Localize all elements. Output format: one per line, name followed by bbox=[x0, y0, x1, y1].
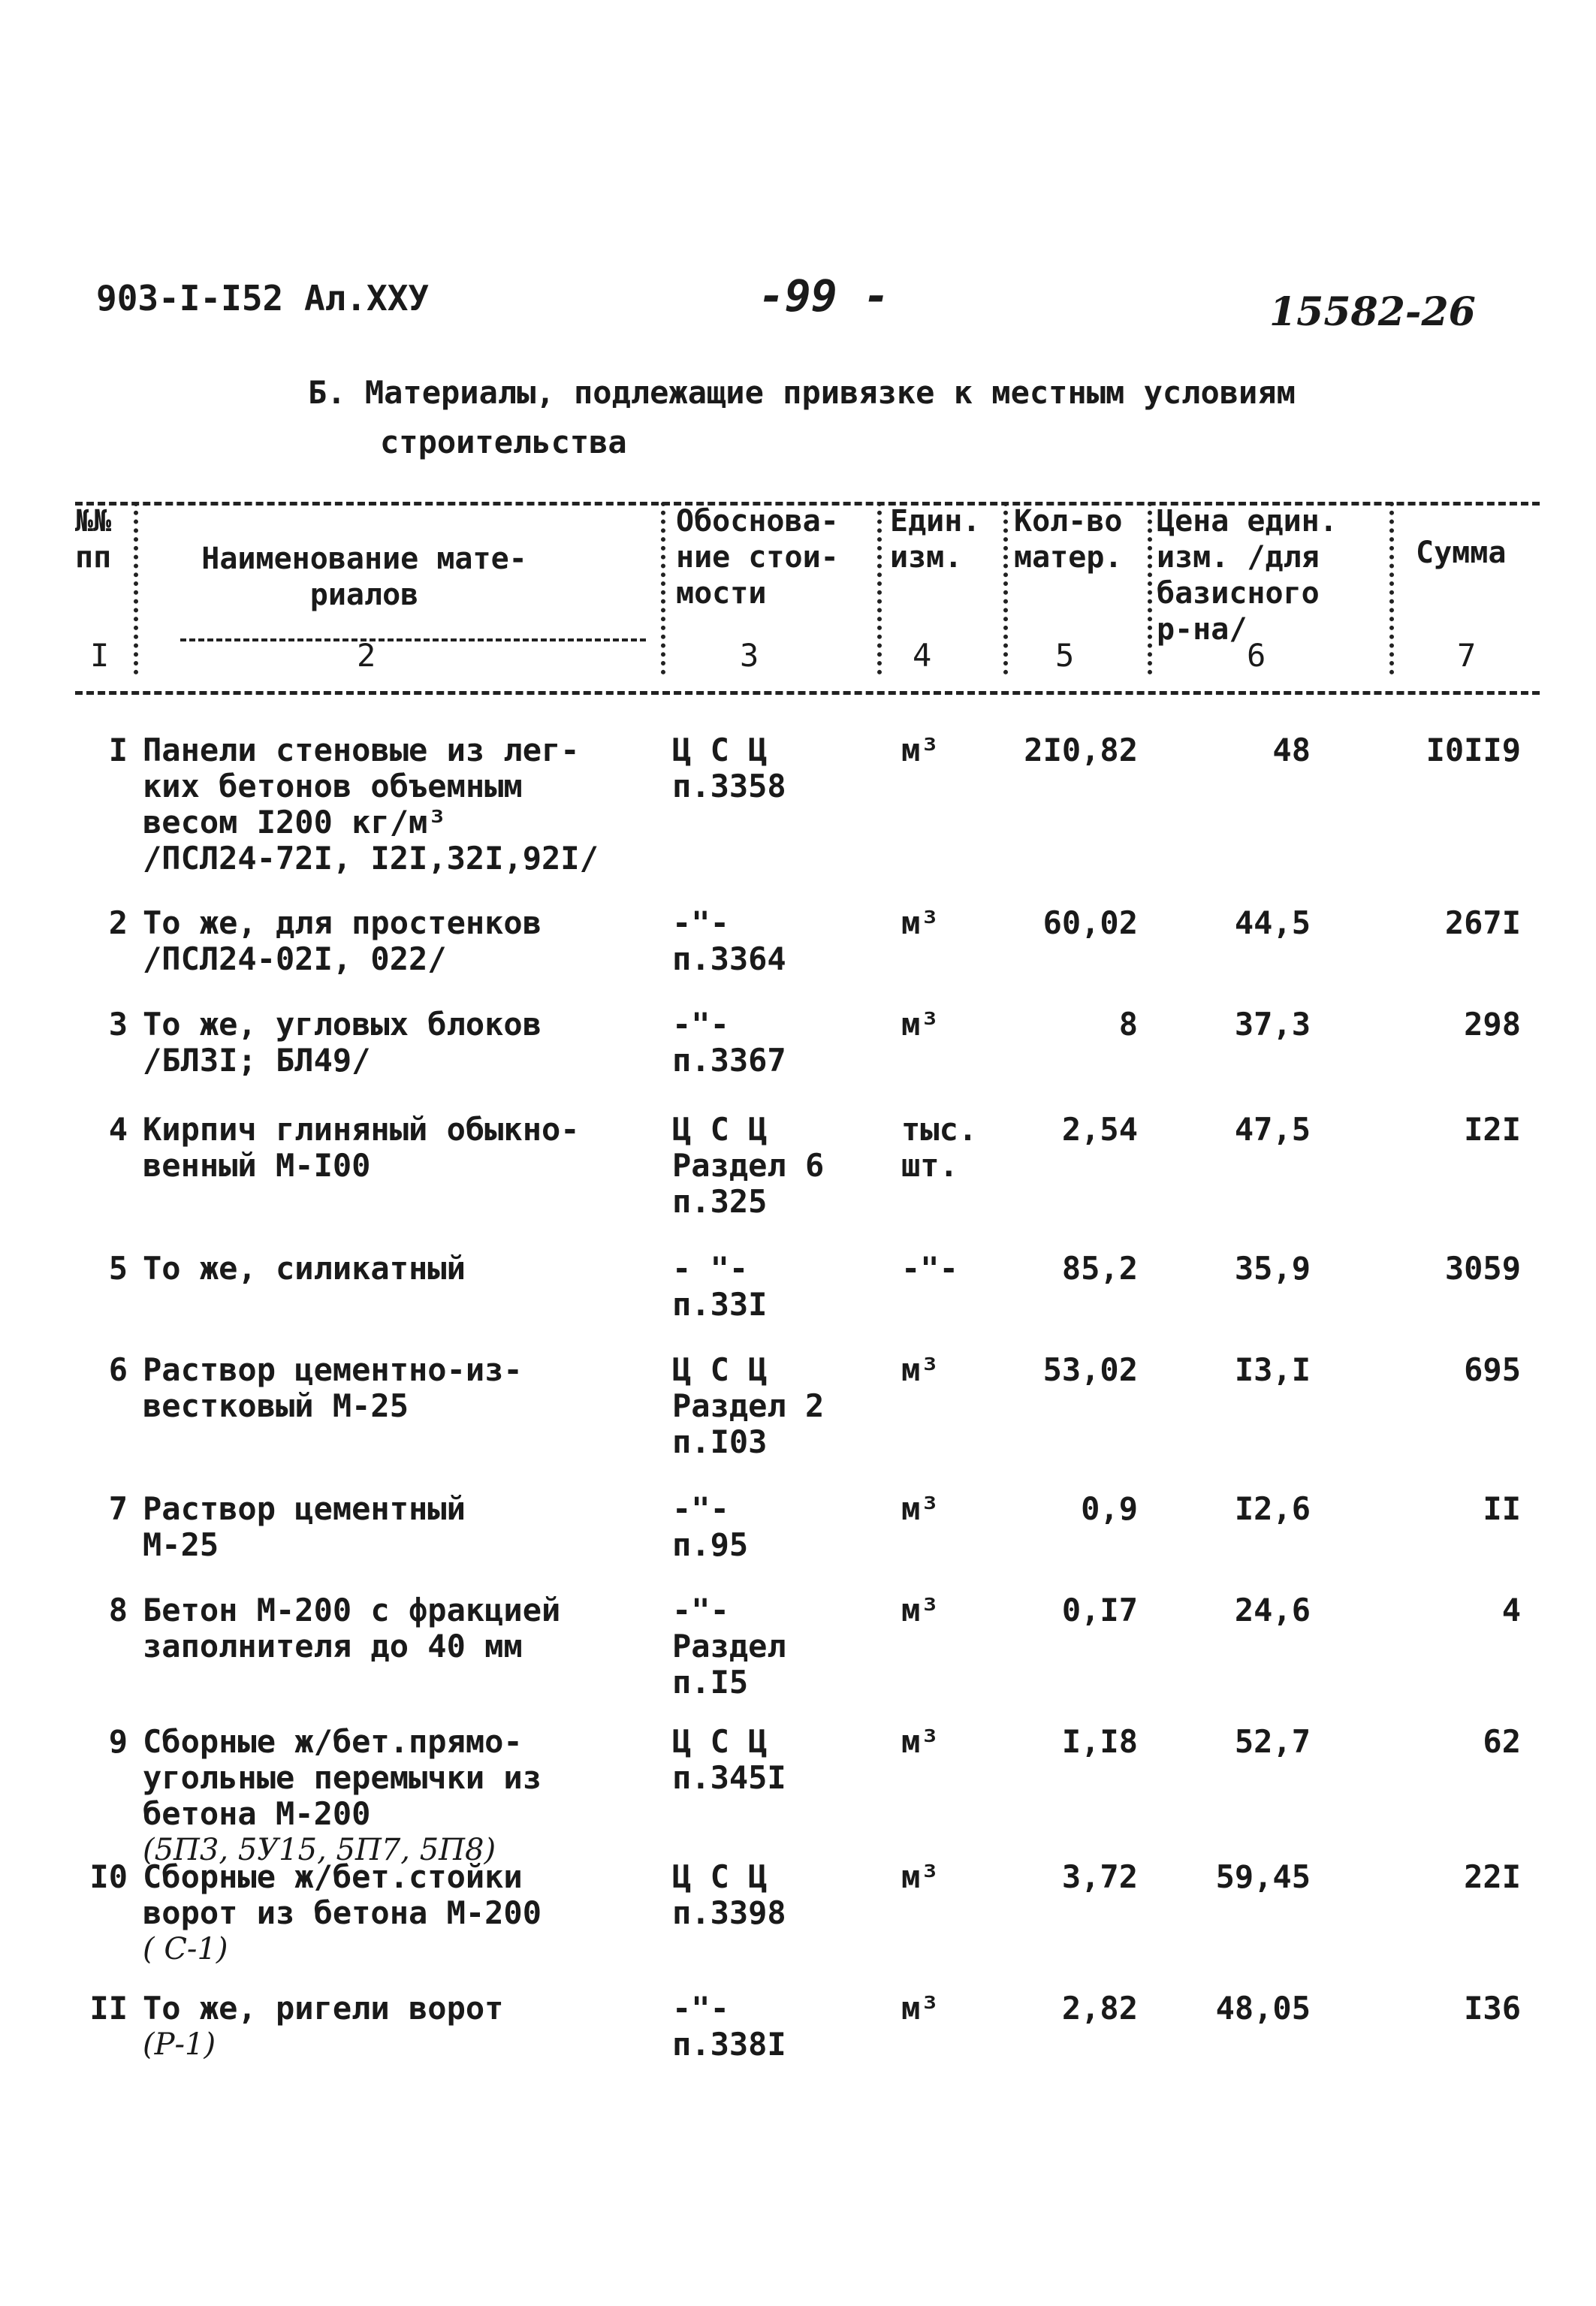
cost-basis: -"- Раздел п.I5 bbox=[672, 1592, 786, 1701]
material-name: Бетон М-200 с фракцией заполнителя до 40 мм bbox=[143, 1592, 561, 1665]
row-number: II bbox=[89, 1990, 128, 2027]
unit-price: I3,I bbox=[1234, 1351, 1311, 1388]
row-number: 7 bbox=[108, 1490, 128, 1527]
unit-price: 35,9 bbox=[1234, 1250, 1311, 1287]
row-sum: I36 bbox=[1464, 1990, 1521, 2027]
column-separator bbox=[1003, 502, 1008, 675]
quantity: 8 bbox=[1118, 1006, 1138, 1043]
header-no: №№ пп bbox=[75, 504, 112, 575]
material-name: То же, ригели ворот (Р-1) bbox=[143, 1991, 668, 2063]
quantity: 85,2 bbox=[1061, 1250, 1138, 1287]
material-name: То же, для простенков /ПСЛ24-02I, 022/ bbox=[143, 904, 542, 977]
section-title-line1: Б. Материалы, подлежащие привязке к местным условиям bbox=[308, 374, 1296, 411]
quantity: 2I0,82 bbox=[1024, 732, 1138, 768]
row-sum: II bbox=[1483, 1490, 1521, 1527]
material-name: То же, силикатный bbox=[143, 1250, 466, 1287]
cost-basis: -"- п.3364 bbox=[672, 904, 786, 977]
material-name: Сборные ж/бет.прямо- угольные перемычки из бетона М-200 (5П3, 5У15, 5П7, 5П8) bbox=[143, 1724, 668, 1868]
row-number: 5 bbox=[108, 1250, 128, 1287]
unit-of-measure: м³ bbox=[901, 1351, 940, 1388]
column-separator bbox=[877, 502, 882, 675]
row-sum: 62 bbox=[1483, 1723, 1521, 1760]
unit-price: 44,5 bbox=[1234, 904, 1311, 941]
section-title-line2: строительства bbox=[380, 424, 627, 460]
row-sum: 3059 bbox=[1444, 1250, 1521, 1287]
row-number: 9 bbox=[108, 1723, 128, 1760]
document-code: 903-I-I52 Ал.XXУ bbox=[96, 278, 430, 318]
quantity: I,I8 bbox=[1061, 1723, 1138, 1760]
row-number: 8 bbox=[108, 1592, 128, 1628]
row-sum: I0II9 bbox=[1426, 732, 1521, 768]
row-number: I0 bbox=[89, 1858, 128, 1895]
unit-price: 48,05 bbox=[1215, 1990, 1311, 2027]
column-separator bbox=[661, 502, 665, 675]
cost-basis: Ц С Ц Раздел 6 п.325 bbox=[672, 1111, 825, 1220]
unit-of-measure: м³ bbox=[901, 1592, 940, 1628]
column-separator bbox=[1148, 502, 1152, 675]
column-number: 3 bbox=[740, 637, 759, 674]
unit-price: 24,6 bbox=[1234, 1592, 1311, 1628]
cost-basis: Ц С Ц п.3398 bbox=[672, 1858, 786, 1931]
quantity: 60,02 bbox=[1042, 904, 1138, 941]
quantity: 53,02 bbox=[1042, 1351, 1138, 1388]
row-sum: 22I bbox=[1464, 1858, 1521, 1895]
unit-price: 59,45 bbox=[1215, 1858, 1311, 1895]
column-number: 6 bbox=[1247, 637, 1266, 674]
subheader-rule bbox=[180, 638, 646, 641]
column-number: 2 bbox=[357, 637, 376, 674]
column-number: 7 bbox=[1457, 637, 1477, 674]
unit-of-measure: м³ bbox=[901, 1723, 940, 1760]
cost-basis: Ц С Ц Раздел 2 п.I03 bbox=[672, 1351, 825, 1460]
unit-of-measure: м³ bbox=[901, 1490, 940, 1527]
row-number: 2 bbox=[108, 904, 128, 941]
column-number: 4 bbox=[913, 637, 932, 674]
row-sum: 4 bbox=[1501, 1592, 1521, 1628]
row-number: 6 bbox=[108, 1351, 128, 1388]
row-sum: 267I bbox=[1444, 904, 1521, 941]
cost-basis: -"- п.95 bbox=[672, 1490, 749, 1563]
page-number: -99 - bbox=[759, 270, 890, 321]
material-name: Панели стеновые из лег- ких бетонов объемным весом I200 кг/м³ /ПСЛ24-72I, I2I,32I,92I/ bbox=[143, 732, 599, 877]
cost-basis: -"- п.338I bbox=[672, 1990, 786, 2063]
unit-price: 47,5 bbox=[1234, 1111, 1311, 1148]
row-number: 3 bbox=[108, 1006, 128, 1043]
column-separator bbox=[1389, 502, 1394, 675]
material-name: То же, угловых блоков /БЛ3I; БЛ49/ bbox=[143, 1006, 542, 1079]
unit-of-measure: м³ bbox=[901, 732, 940, 768]
row-sum: 695 bbox=[1464, 1351, 1521, 1388]
material-name: Сборные ж/бет.стойки ворот из бетона М-200 ( С-1) bbox=[143, 1859, 668, 1967]
unit-of-measure: м³ bbox=[901, 1858, 940, 1895]
unit-price: 37,3 bbox=[1234, 1006, 1311, 1043]
table-header-bottom-rule bbox=[75, 691, 1540, 695]
material-name: Раствор цементно-из- вестковый М-25 bbox=[143, 1351, 523, 1424]
header-unit: Един. изм. bbox=[890, 504, 981, 575]
material-name: Кирпич глиняный обыкно- венный М-I00 bbox=[143, 1111, 580, 1184]
header-qty: Кол-во матер. bbox=[1014, 504, 1123, 575]
header-name: Наименование мате- риалов bbox=[201, 542, 527, 612]
unit-of-measure: м³ bbox=[901, 904, 940, 941]
handwritten-note: ( С-1) bbox=[143, 1932, 228, 1966]
cost-basis: Ц С Ц п.345I bbox=[672, 1723, 786, 1796]
unit-price: 52,7 bbox=[1234, 1723, 1311, 1760]
quantity: 0,I7 bbox=[1061, 1592, 1138, 1628]
row-sum: 298 bbox=[1464, 1006, 1521, 1043]
row-sum: I2I bbox=[1464, 1111, 1521, 1148]
quantity: 2,82 bbox=[1061, 1990, 1138, 2027]
quantity: 2,54 bbox=[1061, 1111, 1138, 1148]
cost-basis: -"- п.3367 bbox=[672, 1006, 786, 1079]
header-basis: Обоснова- ние стои- мости bbox=[676, 504, 839, 611]
handwritten-note: (Р-1) bbox=[143, 2027, 216, 2062]
column-number: 5 bbox=[1055, 637, 1075, 674]
header-sum: Сумма bbox=[1416, 536, 1507, 570]
quantity: 3,72 bbox=[1061, 1858, 1138, 1895]
unit-price: 48 bbox=[1272, 732, 1311, 768]
archive-number: 15582-26 bbox=[1269, 289, 1476, 335]
column-number: I bbox=[90, 637, 110, 674]
column-separator bbox=[134, 502, 138, 675]
unit-of-measure: -"- bbox=[901, 1250, 958, 1287]
unit-price: I2,6 bbox=[1234, 1490, 1311, 1527]
material-name: Раствор цементный М-25 bbox=[143, 1490, 466, 1563]
quantity: 0,9 bbox=[1081, 1490, 1138, 1527]
unit-of-measure: тыс. шт. bbox=[901, 1111, 978, 1184]
unit-of-measure: м³ bbox=[901, 1006, 940, 1043]
cost-basis: Ц С Ц п.3358 bbox=[672, 732, 786, 804]
handwritten-note: (5П3, 5У15, 5П7, 5П8) bbox=[143, 1833, 496, 1867]
unit-of-measure: м³ bbox=[901, 1990, 940, 2027]
cost-basis: - "- п.33I bbox=[672, 1250, 768, 1323]
header-price: Цена един. изм. /для базисного р-на/ bbox=[1157, 504, 1338, 647]
row-number: I bbox=[108, 732, 128, 768]
row-number: 4 bbox=[108, 1111, 128, 1148]
section-title bbox=[308, 368, 1480, 467]
